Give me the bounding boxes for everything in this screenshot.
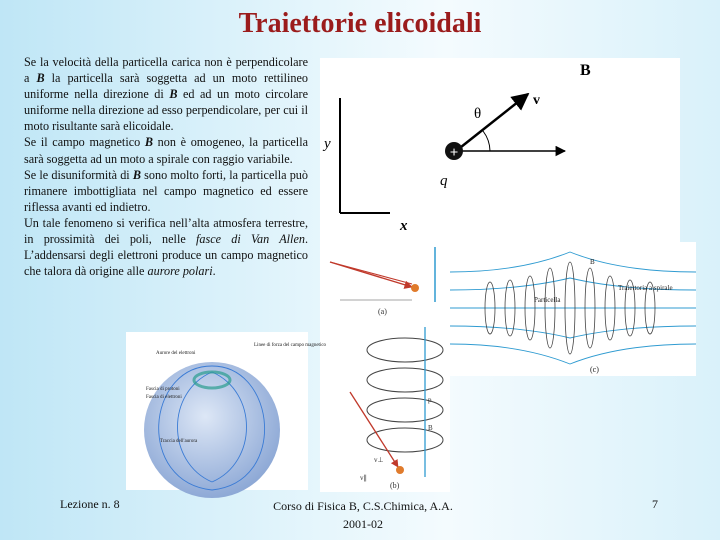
paragraph-run: B bbox=[169, 87, 178, 102]
top-label: Aurore del elettroni bbox=[156, 351, 196, 356]
panel-b-vperp-label: v⊥ bbox=[374, 456, 384, 464]
paragraph-run: non è omogeneo, la particella sarà soggetta ad un moto a spirale con raggio variabile. bbox=[24, 135, 308, 166]
vector-diagram bbox=[320, 58, 680, 242]
field-B-label: B bbox=[580, 62, 591, 79]
charge-label: q bbox=[440, 173, 448, 189]
bottle-field-label: B bbox=[590, 258, 595, 266]
paragraph-run: fasce di Van Allen bbox=[195, 232, 305, 247]
paragraph-run: ed ad un moto circolare uniforme nella direzione ad esso perpendicolare, per cui il moto risultante sarà elicoidale. bbox=[24, 87, 308, 134]
paragraph-3 bbox=[24, 167, 308, 215]
panel-b-particle bbox=[396, 466, 404, 474]
paragraph-run: B bbox=[144, 135, 154, 150]
body-text bbox=[24, 54, 308, 279]
paragraph-run: . L’addensarsi degli elettroni produce un campo magnetico che talora dà origine alle bbox=[24, 232, 308, 279]
paragraph-run: Un tale fenomeno si verifica nell’alta atmosfera terrestre, in prossimità dei poli, nelle bbox=[24, 215, 308, 247]
panel-b-field-label: B bbox=[428, 424, 433, 432]
charge-symbol: + bbox=[449, 145, 459, 161]
paragraph-run: Se le disuniformità di bbox=[24, 167, 133, 182]
electrons-label: Fascia di elettroni bbox=[146, 395, 182, 400]
panel-a-label: (a) bbox=[378, 307, 387, 316]
angle-arc bbox=[483, 131, 490, 151]
spiral-label: Traiettoria a spirale bbox=[618, 284, 673, 292]
panel-b-pitch-label: p bbox=[428, 396, 432, 404]
earth-figure bbox=[126, 332, 327, 490]
magnetic-bottle-figure bbox=[450, 242, 696, 376]
paragraph-run: sono molto forti, la particella può rimanere imbottigliata nel campo magnetico ed essere riflessa avanti ed indietro. bbox=[24, 167, 308, 214]
x-label: x bbox=[400, 218, 408, 234]
paragraph-4 bbox=[24, 215, 308, 279]
velocity-label: v bbox=[533, 93, 540, 108]
paragraph-1 bbox=[24, 54, 308, 134]
panel-a-vector bbox=[330, 262, 412, 287]
panel-b-label: (b) bbox=[390, 481, 400, 490]
footer-lecture: Lezione n. 8 bbox=[60, 497, 120, 511]
footer-course-line2: 2001-02 bbox=[343, 517, 383, 531]
vector-diagram-svg bbox=[320, 58, 680, 242]
paragraph-run: Se la velocità della particella carica non è perpendicolare a bbox=[24, 55, 308, 86]
paragraph-run: Se il campo magnetico bbox=[24, 135, 145, 150]
footer-course-line1: Corso di Fisica B, C.S.Chimica, A.A. bbox=[273, 499, 453, 513]
footer-page-number: 7 bbox=[652, 497, 658, 511]
panel-b-vpar-label: v∥ bbox=[360, 474, 367, 482]
helix-figure-svg bbox=[320, 242, 450, 492]
protons-label: Fascia di protoni bbox=[146, 387, 180, 392]
paragraph-run: B bbox=[36, 71, 45, 86]
earth-figure-svg bbox=[126, 332, 327, 490]
footer-course bbox=[246, 497, 480, 533]
magnetic-bottle-svg bbox=[450, 242, 696, 376]
paragraph-run: aurore polari bbox=[147, 264, 213, 279]
panel-c-label: (c) bbox=[590, 365, 599, 374]
side-label: Linee di forza del campo magnetico bbox=[254, 343, 327, 348]
paragraph-run: . bbox=[212, 264, 216, 279]
slide-title: Traiettorie elicoidali bbox=[238, 8, 482, 39]
paragraph-run: B bbox=[132, 167, 141, 182]
earth-sphere bbox=[144, 362, 280, 498]
bottom-label: Traccia dell'aurora bbox=[160, 439, 198, 444]
theta-label: θ bbox=[474, 106, 482, 122]
panel-a-particle bbox=[411, 284, 419, 292]
velocity-arrow bbox=[456, 94, 528, 151]
y-label: y bbox=[324, 136, 331, 152]
paragraph-run: la particella sarà soggetta ad un moto rettilineo uniforme nella direzione di bbox=[24, 71, 308, 102]
particle-label: Particella bbox=[534, 296, 561, 304]
helix-figure bbox=[320, 242, 450, 492]
paragraph-2 bbox=[24, 134, 308, 166]
helix-coils bbox=[367, 338, 443, 452]
